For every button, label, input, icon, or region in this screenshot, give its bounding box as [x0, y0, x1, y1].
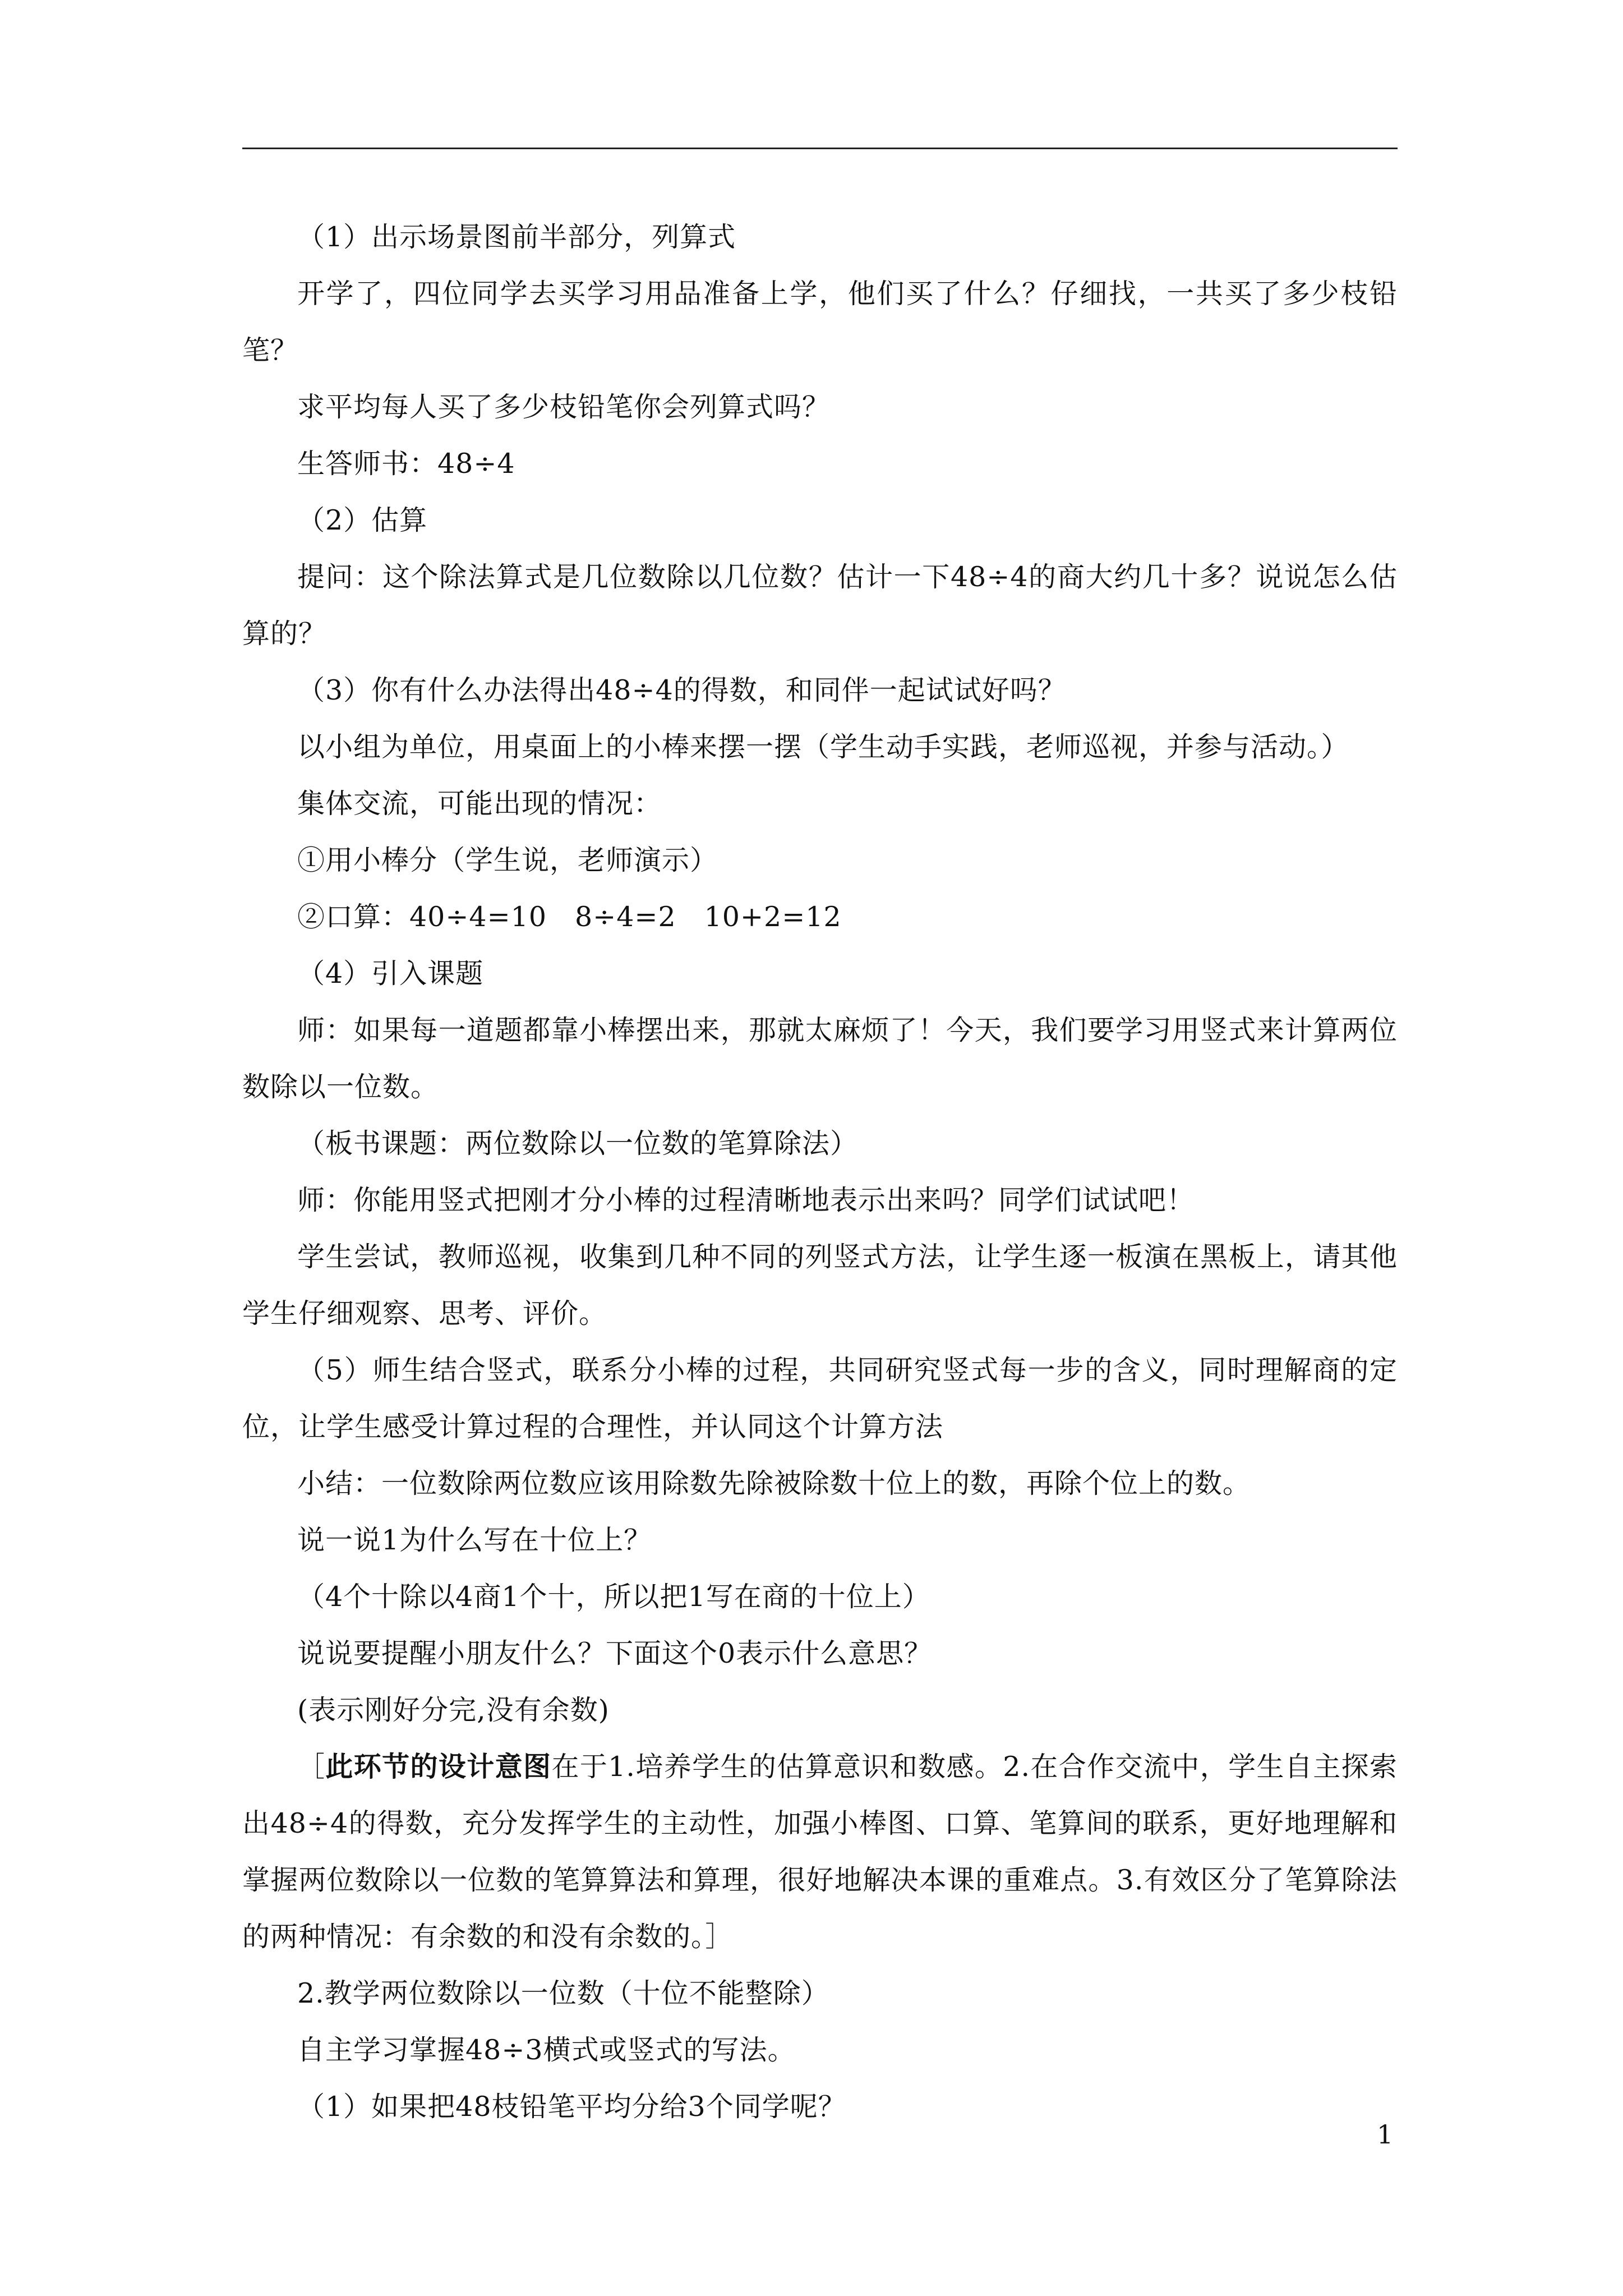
paragraph-24: 2.教学两位数除以一位数（十位不能整除）	[297, 1977, 829, 2009]
paragraph-5: （2）估算	[297, 504, 428, 536]
paragraph-2: 开学了，四位同学去买学习用品准备上学，他们买了什么？仔细找，一共买了多少枝铅笔？	[242, 278, 1398, 366]
paragraph-9: 集体交流，可能出现的情况：	[297, 788, 662, 820]
page-number: 1	[1377, 2119, 1394, 2150]
design-note-text: 在于1.培养学生的估算意识和数感。2.在合作交流中，学生自主探索出48÷4的得数，充分发挥学生的主动性，加强小棒图、口算、笔算间的联系，更好地理解和掌握两位数除以一位数的笔算算法和算理，很好地解决本课的重难点。3.有效区分了笔算除法的两种情况：有余数的和没有余数的。］	[242, 1751, 1398, 1953]
paragraph-10: ①用小棒分（学生说，老师演示）	[297, 844, 718, 876]
paragraph-19: 说一说1为什么写在十位上？	[297, 1524, 652, 1556]
paragraph-21: 说说要提醒小朋友什么？下面这个0表示什么意思？	[297, 1637, 933, 1669]
paragraph-25: 自主学习掌握48÷3横式或竖式的写法。	[297, 2034, 796, 2066]
paragraph-3: 求平均每人买了多少枝铅笔你会列算式吗？	[297, 391, 831, 423]
paragraph-11: ②口算：40÷4=10 8÷4=2 10+2=12	[297, 901, 842, 933]
design-note-label: 此环节的设计意图	[325, 1750, 552, 1783]
paragraph-12: （4）引入课题	[297, 958, 484, 990]
design-note-paragraph	[242, 1738, 1398, 1965]
paragraph-13: 师：如果每一道题都靠小棒摆出来，那就太麻烦了！今天，我们要学习用竖式来计算两位数除以一位数。	[242, 1014, 1398, 1103]
paragraph-15: 师：你能用竖式把刚才分小棒的过程清晰地表示出来吗？同学们试试吧！	[297, 1184, 1195, 1216]
paragraph-6: 提问：这个除法算式是几位数除以几位数？估计一下48÷4的商大约几十多？说说怎么估算的？	[242, 561, 1398, 650]
paragraph-4: 生答师书：48÷4	[297, 448, 515, 480]
paragraph-16: 学生尝试，教师巡视，收集到几种不同的列竖式方法，让学生逐一板演在黑板上，请其他学生仔细观察、思考、评价。	[242, 1241, 1398, 1329]
header-rule	[242, 148, 1398, 149]
paragraph-1: （1）出示场景图前半部分，列算式	[297, 221, 736, 253]
paragraph-17: （5）师生结合竖式，联系分小棒的过程，共同研究竖式每一步的含义，同时理解商的定位，让学生感受计算过程的合理性，并认同这个计算方法	[242, 1354, 1398, 1443]
paragraph-20: （4个十除以4商1个十，所以把1写在商的十位上）	[297, 1581, 930, 1613]
document-body	[242, 209, 1398, 2135]
paragraph-26: （1）如果把48枝铅笔平均分给3个同学呢？	[297, 2091, 846, 2123]
paragraph-7: （3）你有什么办法得出48÷4的得数，和同伴一起试试好吗？	[297, 674, 1066, 706]
paragraph-18: 小结：一位数除两位数应该用除数先除被除数十位上的数，再除个位上的数。	[297, 1467, 1251, 1499]
paragraph-14: （板书课题：两位数除以一位数的笔算除法）	[297, 1128, 859, 1159]
paragraph-8: 以小组为单位，用桌面上的小棒来摆一摆（学生动手实践，老师巡视，并参与活动。）	[297, 731, 1349, 763]
paragraph-22: (表示刚好分完,没有余数)	[297, 1694, 610, 1726]
design-note-open-bracket: ［	[297, 1751, 326, 1783]
